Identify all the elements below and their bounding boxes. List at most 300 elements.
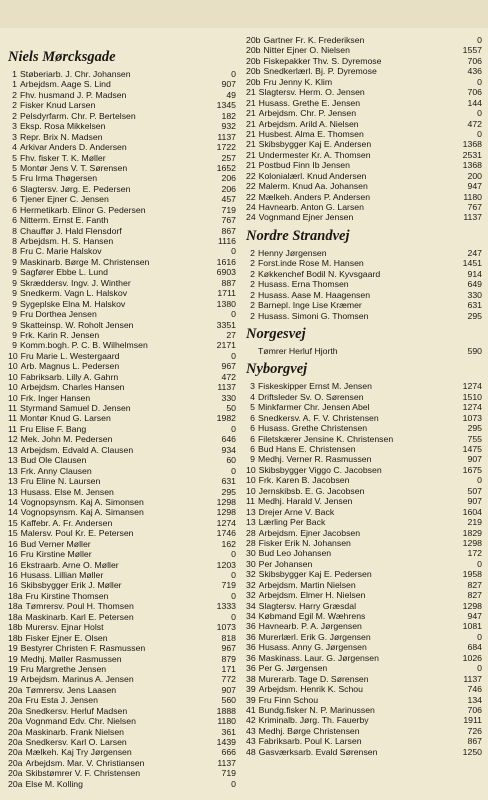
house-number: 36 <box>246 631 256 642</box>
resident-name: Driftsleder Sv. O. Sørensen <box>258 391 364 402</box>
house-number: 10 <box>246 464 256 475</box>
house-number: 11 <box>8 423 18 434</box>
resident-row <box>8 121 236 131</box>
house-number: 9 <box>12 267 17 278</box>
house-number: 38 <box>246 673 256 684</box>
tax-amount: 706 <box>467 55 482 66</box>
resident-name: Slagtersv. Harry Græsdal <box>258 600 357 611</box>
tax-amount: 1073 <box>216 622 236 633</box>
resident-name: Medhj. Harald V. Jensen <box>258 496 353 507</box>
resident-row <box>246 258 482 268</box>
house-number: 21 <box>246 149 256 160</box>
tax-amount: 560 <box>221 695 236 706</box>
tax-amount: 1722 <box>216 142 236 153</box>
tax-amount: 934 <box>221 444 236 455</box>
resident-name: Drejer Arne V. Back <box>258 506 335 517</box>
resident-name: Gasværksarb. Evald Sørensen <box>258 746 378 757</box>
street-heading: Norgesvej <box>246 325 306 342</box>
house-number: 6 <box>12 183 17 194</box>
resident-name: Malersv. Poul Kr. E. Petersen <box>20 528 134 539</box>
house-number: 10 <box>246 485 256 496</box>
resident-row <box>246 392 482 402</box>
resident-row <box>8 382 236 392</box>
tax-amount: 0 <box>231 465 236 476</box>
tax-amount: 666 <box>221 747 236 758</box>
resident-name: Fisker Knud Larsen <box>20 100 96 111</box>
house-number: 6 <box>250 433 255 444</box>
tax-amount: 1982 <box>216 413 236 424</box>
resident-row <box>8 215 236 225</box>
tax-amount: 0 <box>477 558 482 569</box>
tax-amount: 1073 <box>462 412 482 423</box>
resident-row <box>8 194 236 204</box>
house-number: 9 <box>12 319 17 330</box>
resident-name: Chauffør J. Hald Flensdorf <box>20 225 122 236</box>
house-number: 36 <box>246 652 256 663</box>
resident-row <box>8 591 236 601</box>
resident-name: Fiskeskipper Ernst M. Jensen <box>258 381 372 392</box>
resident-row <box>8 372 236 382</box>
resident-row <box>8 288 236 298</box>
resident-name: Malerm. Knud Aa. Johansen <box>258 181 368 192</box>
tax-amount: 706 <box>467 704 482 715</box>
resident-row <box>8 226 236 236</box>
resident-row <box>8 163 236 173</box>
resident-name: Havnearb. Anton G. Larsen <box>258 202 364 212</box>
tax-amount: 1274 <box>462 402 482 413</box>
resident-name: Medhj. Verner R. Rasmussen <box>258 454 372 465</box>
house-number: 20b <box>246 45 261 56</box>
tax-amount: 457 <box>221 194 236 205</box>
tax-amount: 247 <box>467 247 482 258</box>
resident-name: Vognopsynsm. Kaj A. Simonsen <box>20 496 144 507</box>
resident-row <box>8 674 236 684</box>
resident-row <box>8 727 236 737</box>
resident-name: Ekstraarb. Arne O. Møller <box>20 559 119 570</box>
street-section <box>246 324 482 356</box>
resident-name: Husass. Aase M. Haagensen <box>258 289 371 300</box>
tax-amount: 295 <box>221 486 236 497</box>
resident-name: Fru Finn Schou <box>258 694 319 705</box>
resident-row <box>246 580 482 590</box>
house-number: 21 <box>246 128 256 139</box>
resident-name: Frk. Karen B. Jacobsen <box>258 475 350 486</box>
street-section <box>246 35 482 223</box>
resident-name: Fhv. husmand J. P. Madsen <box>20 89 127 100</box>
tax-amount: 1137 <box>217 131 236 142</box>
house-number: 18a <box>8 611 23 622</box>
resident-row <box>246 642 482 652</box>
resident-name: Fru C. Marie Halskov <box>20 246 102 257</box>
resident-name: Medhj. Børge Christensen <box>258 725 360 736</box>
tax-amount: 60 <box>226 455 236 466</box>
house-number: 43 <box>246 736 256 747</box>
house-number: 16 <box>8 538 18 549</box>
house-number: 42 <box>246 715 256 726</box>
tax-amount: 1380 <box>216 298 236 309</box>
tax-amount: 50 <box>226 403 236 413</box>
house-number: 2 <box>250 258 255 269</box>
resident-name: Maskinass. Laur. G. Jørgensen <box>258 652 379 663</box>
resident-name: Tømrersv. Poul H. Thomsen <box>25 601 134 612</box>
tax-amount: 1888 <box>216 705 236 716</box>
house-number: 19 <box>8 674 18 685</box>
resident-name: Skibstømrer V. F. Christensen <box>25 768 141 779</box>
resident-name: Murersv. Ejnar Holst <box>25 622 104 633</box>
resident-name: Kaffebr. A. Fr. Andersen <box>20 517 113 528</box>
resident-row <box>8 706 236 716</box>
tax-amount: 144 <box>467 97 482 108</box>
resident-row <box>246 507 482 517</box>
resident-row <box>8 299 236 309</box>
house-number: 16 <box>8 580 18 591</box>
resident-name: Sygeplske Elna M. Halskov <box>20 298 126 309</box>
resident-row <box>8 257 236 267</box>
house-number: 8 <box>12 236 17 246</box>
resident-name: Vognmand Edv. Chr. Nielsen <box>25 716 136 727</box>
resident-name: Montør Jens V. T. Sørensen <box>20 162 128 173</box>
resident-row <box>8 236 236 246</box>
tax-amount: 6903 <box>216 267 236 278</box>
house-number: 18a <box>8 590 23 601</box>
tax-amount: 1116 <box>217 236 236 246</box>
tax-amount: 330 <box>467 289 482 300</box>
house-number: 9 <box>250 454 255 465</box>
house-number: 20a <box>8 768 23 779</box>
resident-row <box>246 160 482 170</box>
tax-amount: 1274 <box>216 517 236 528</box>
resident-row <box>246 548 482 558</box>
resident-row <box>8 779 236 789</box>
house-number: 43 <box>246 725 256 736</box>
house-number: 28 <box>246 537 256 548</box>
resident-row <box>246 736 482 746</box>
tax-amount: 0 <box>231 423 236 434</box>
house-number: 18b <box>8 632 23 643</box>
house-number: 11 <box>246 496 256 507</box>
house-number: 36 <box>246 663 256 674</box>
resident-name: Styrmand Samuel D. Jensen <box>20 403 131 413</box>
house-number: 11 <box>8 403 18 413</box>
tax-amount: 947 <box>467 611 482 621</box>
resident-row <box>8 539 236 549</box>
resident-name: Tømrersv. Jens Laasen <box>25 684 117 695</box>
resident-row <box>246 569 482 579</box>
resident-row <box>8 466 236 476</box>
resident-name: Skræddersv. Ingv. J. Winther <box>20 277 131 288</box>
house-number: 21 <box>246 160 256 171</box>
tax-amount: 1180 <box>463 191 482 202</box>
resident-name: Husass. Anny G. Jørgensen <box>258 642 367 653</box>
house-number: 8 <box>12 225 17 236</box>
tax-amount: 1274 <box>462 381 482 392</box>
resident-name: Filetskærer Jensine K. Christensen <box>258 433 394 444</box>
resident-row <box>246 413 482 423</box>
house-number: 13 <box>246 517 256 528</box>
house-number: 19 <box>8 663 18 674</box>
tax-amount: 1829 <box>462 527 482 538</box>
house-number: 11 <box>8 413 18 424</box>
tax-amount: 1510 <box>462 391 482 402</box>
house-number: 13 <box>8 455 18 466</box>
house-number: 20a <box>8 778 23 789</box>
house-number: 21 <box>246 87 256 98</box>
tax-amount: 1298 <box>462 600 482 611</box>
resident-row <box>246 496 482 506</box>
resident-row <box>8 79 236 89</box>
resident-row <box>8 424 236 434</box>
resident-name: Lærling Per Back <box>258 517 326 528</box>
top-margin <box>0 0 488 28</box>
tax-amount: 719 <box>221 768 236 779</box>
house-number: 9 <box>12 340 17 351</box>
house-number: 18b <box>8 622 23 633</box>
resident-name: Skibsbygger Kaj E. Andersen <box>258 139 372 150</box>
resident-name: Bundg.fisker N. P. Marinussen <box>258 704 375 715</box>
resident-name: Arbejdsm. Ejner Jacobsen <box>258 527 361 538</box>
house-number: 2 <box>250 247 255 258</box>
house-number: 16 <box>8 549 18 560</box>
resident-row <box>246 454 482 464</box>
tax-amount: 631 <box>221 476 236 487</box>
house-number: 34 <box>246 611 256 621</box>
tax-amount: 772 <box>221 674 236 685</box>
house-number: 14 <box>8 496 18 507</box>
tax-amount: 755 <box>467 433 482 444</box>
resident-row <box>246 653 482 663</box>
resident-row <box>8 413 236 423</box>
house-number: 2 <box>12 110 17 121</box>
house-number: 13 <box>8 486 18 497</box>
house-number: 24 <box>246 202 256 212</box>
resident-name: Arbejdsm. Mar. V. Christiansen <box>25 757 145 768</box>
resident-name: Repr. Brix N. Madsen <box>20 131 103 142</box>
tax-amount: 719 <box>221 204 236 215</box>
tax-amount: 257 <box>221 152 236 163</box>
resident-row <box>8 622 236 632</box>
resident-row <box>246 192 482 202</box>
tax-amount: 1333 <box>216 601 236 612</box>
resident-row <box>8 184 236 194</box>
house-number: 9 <box>12 288 17 299</box>
house-number: 10 <box>8 361 18 372</box>
tax-amount: 706 <box>467 87 482 98</box>
house-number: 21 <box>246 108 256 119</box>
tax-amount: 3351 <box>216 319 236 330</box>
house-number: 32 <box>246 569 256 580</box>
house-number: 48 <box>246 746 256 757</box>
house-number: 9 <box>12 329 17 340</box>
house-number: 3 <box>12 121 17 132</box>
resident-row <box>246 705 482 715</box>
house-number: 10 <box>8 382 18 393</box>
house-number: 19 <box>8 643 18 654</box>
tax-amount: 879 <box>221 653 236 664</box>
resident-row <box>246 517 482 527</box>
tax-amount: 1203 <box>216 559 236 570</box>
tax-amount: 1368 <box>462 160 482 171</box>
resident-row <box>246 311 482 321</box>
resident-row <box>246 538 482 548</box>
tax-amount: 907 <box>221 79 236 90</box>
resident-name: Husass. Else M. Jensen <box>20 486 114 497</box>
tax-amount: 49 <box>226 89 236 100</box>
tax-amount: 1604 <box>462 506 482 517</box>
resident-row <box>246 171 482 181</box>
house-number: 10 <box>8 350 18 361</box>
tax-amount: 0 <box>231 611 236 622</box>
resident-row <box>8 528 236 538</box>
resident-name: Undermester Kr. A. Thomsen <box>258 149 371 160</box>
house-number: 18a <box>8 601 23 612</box>
resident-name: Fisker Ejner E. Olsen <box>25 632 108 643</box>
house-number: 6 <box>12 204 17 215</box>
resident-name: Arbejdsm. Arild A. Nielsen <box>258 118 359 129</box>
resident-row <box>246 601 482 611</box>
resident-name: Murerlærl. Erik G. Jørgensen <box>258 631 371 642</box>
resident-name: Snedkerm. Vagn L. Halskov <box>20 288 128 299</box>
resident-row <box>246 279 482 289</box>
tax-amount: 827 <box>467 590 482 601</box>
resident-row <box>8 445 236 455</box>
tax-amount: 1368 <box>462 139 482 150</box>
resident-row <box>246 202 482 212</box>
house-number: 8 <box>12 246 17 257</box>
resident-name: Støberiarb. J. Chr. Johansen <box>20 69 131 79</box>
resident-name: Medhj. Møller Rasmussen <box>20 653 122 664</box>
tax-amount: 907 <box>467 496 482 507</box>
resident-name: Bud Hans E. Christensen <box>258 444 356 454</box>
tax-amount: 1345 <box>216 100 236 111</box>
resident-row <box>246 528 482 538</box>
resident-name: Arbejdsm. Aage S. Lind <box>20 79 111 90</box>
resident-name: Snedkersv. Karl O. Larsen <box>25 737 127 747</box>
resident-row <box>246 674 482 684</box>
resident-name: Else M. Kolling <box>25 778 83 789</box>
tax-amount: 0 <box>477 631 482 642</box>
tax-amount: 507 <box>467 485 482 496</box>
resident-row <box>8 570 236 580</box>
resident-row <box>8 361 236 371</box>
resident-row <box>246 663 482 673</box>
house-number: 2 <box>250 268 255 279</box>
house-number: 9 <box>12 309 17 320</box>
house-number: 2 <box>250 279 255 290</box>
tax-amount: 967 <box>221 643 236 654</box>
tax-amount: 818 <box>221 632 236 643</box>
house-number: 20a <box>8 737 23 747</box>
tax-amount: 1958 <box>462 569 482 580</box>
resident-name: Eksp. Rosa Mikkelsen <box>20 121 106 132</box>
house-number: 2 <box>12 89 17 100</box>
house-number: 9 <box>12 256 17 267</box>
house-number: 6 <box>12 194 17 205</box>
house-number: 39 <box>246 684 256 695</box>
resident-row <box>8 330 236 340</box>
house-number: 36 <box>246 621 256 632</box>
tax-amount: 827 <box>467 579 482 590</box>
resident-name: Murerarb. Tage D. Sørensen <box>258 673 369 684</box>
resident-row <box>8 267 236 277</box>
resident-name: Husass. Grethe Christensen <box>258 423 368 434</box>
tax-amount: 361 <box>221 726 236 737</box>
tax-amount: 1711 <box>217 288 236 299</box>
house-number: 20a <box>8 684 23 695</box>
resident-name: Barnepl. Inge Lise Kræmer <box>258 300 362 311</box>
tax-amount: 684 <box>467 642 482 653</box>
tax-amount: 1616 <box>216 256 236 267</box>
house-number: 15 <box>8 528 18 539</box>
tax-amount: 590 <box>467 345 482 356</box>
house-number: 3 <box>12 131 17 142</box>
resident-row <box>246 87 482 97</box>
tax-amount: 0 <box>231 350 236 361</box>
resident-name: Nitterm. Ernst E. Fanth <box>20 215 109 226</box>
resident-name: Fru Eline N. Laursen <box>20 476 101 487</box>
house-number: 21 <box>246 118 256 129</box>
resident-row <box>8 716 236 726</box>
house-number: 21 <box>246 97 256 108</box>
resident-row <box>246 290 482 300</box>
tax-amount: 1451 <box>462 258 482 269</box>
resident-name: Havnearb. P. A. Jørgensen <box>258 621 362 632</box>
house-number: 20a <box>8 716 23 727</box>
resident-row <box>246 747 482 757</box>
resident-row <box>246 621 482 631</box>
house-number: 30 <box>246 548 256 559</box>
resident-name: Fru Esta J. Jensen <box>25 695 98 706</box>
tax-amount: 182 <box>221 110 236 121</box>
resident-row <box>246 434 482 444</box>
resident-row <box>8 278 236 288</box>
resident-name: Fabriksarb. Lilly A. Gahrn <box>20 371 119 382</box>
resident-row <box>8 643 236 653</box>
house-number: 9 <box>12 298 17 309</box>
house-number: 34 <box>246 600 256 611</box>
resident-row <box>8 90 236 100</box>
resident-row <box>246 108 482 118</box>
tax-amount: 646 <box>221 434 236 445</box>
resident-row <box>246 77 482 87</box>
resident-name: Fru Marie L. Westergaard <box>20 350 120 361</box>
tax-amount: 0 <box>231 309 236 320</box>
resident-name: Arbejdsm. Henrik K. Schou <box>258 684 363 695</box>
resident-name: Jernskibsb. E. G. Jacobsen <box>258 485 365 496</box>
tax-amount: 1137 <box>217 757 236 768</box>
tax-amount: 295 <box>467 423 482 434</box>
house-number: 20b <box>246 76 261 87</box>
resident-name: Skibsbygger Erik J. Møller <box>20 580 122 591</box>
resident-name: Fru Elise F. Bang <box>20 423 87 434</box>
house-number: 30 <box>246 558 256 569</box>
resident-row <box>8 768 236 778</box>
resident-row <box>8 403 236 413</box>
resident-row <box>246 66 482 76</box>
right-column <box>246 35 482 757</box>
house-number: 4 <box>12 142 17 153</box>
tax-amount: 947 <box>467 181 482 192</box>
tax-amount: 1137 <box>463 212 482 223</box>
house-number: 5 <box>12 152 17 163</box>
resident-row <box>246 181 482 191</box>
resident-row <box>8 100 236 110</box>
tax-amount: 295 <box>467 310 482 321</box>
tax-amount: 1652 <box>216 162 236 173</box>
resident-row <box>8 633 236 643</box>
house-number: 6 <box>250 412 255 423</box>
house-number: 1 <box>12 79 17 90</box>
street-heading: Niels Mørcksgade <box>8 49 116 65</box>
